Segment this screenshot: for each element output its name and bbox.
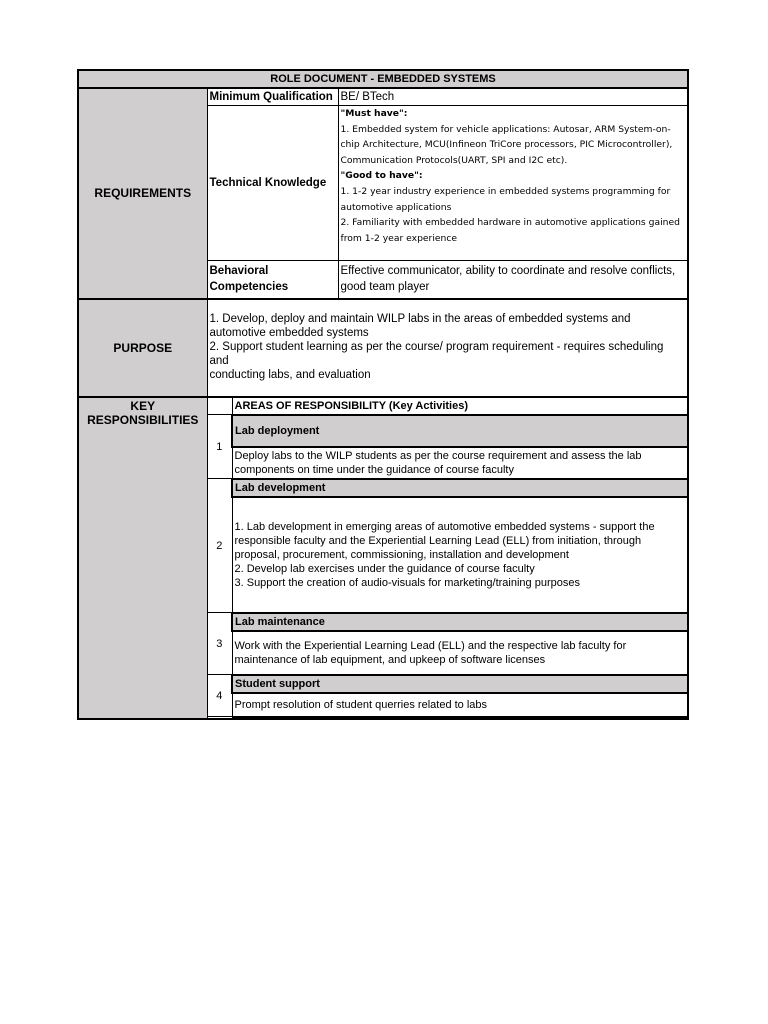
technical-knowledge-value xyxy=(338,106,688,261)
area-number: 1 xyxy=(207,415,232,479)
area-number: 4 xyxy=(207,675,232,717)
tk-line: "Good to have": xyxy=(340,170,423,182)
role-table xyxy=(77,69,689,720)
purpose-label: PURPOSE xyxy=(78,299,207,397)
area-description xyxy=(232,497,688,613)
tk-line: chip Architecture, MCU(Infineon TriCore processors, PIC Microcontroller), xyxy=(340,139,673,151)
tk-line: Communication Protocols(UART, SPI and I2C etc). xyxy=(340,154,568,166)
purpose-line: conducting labs, and evaluation xyxy=(209,368,371,381)
tk-line: 2. Familiarity with embedded hardware in automotive applications gained xyxy=(340,217,680,229)
area-title: Student support xyxy=(232,675,688,693)
purpose-line: 2. Support student learning as per the course/ program requirement - requires scheduling and xyxy=(209,340,664,367)
area-line: Work with the Experiential Learning Lead (ELL) and the respective lab faculty for xyxy=(234,639,627,652)
kr-label-line: KEY xyxy=(130,398,156,413)
header-num-cell xyxy=(207,397,232,415)
tk-line: from 1-2 year experience xyxy=(340,232,458,244)
area-line: responsible faculty and the Experiential Learning Lead (ELL) from initiation, through xyxy=(234,534,642,547)
area-title: Lab development xyxy=(232,479,688,497)
area-number: 2 xyxy=(207,479,232,613)
technical-knowledge-label: Technical Knowledge xyxy=(207,106,338,261)
area-line: 2. Develop lab exercises under the guidance of course faculty xyxy=(234,562,535,575)
area-description xyxy=(232,631,688,675)
area-title: Lab maintenance xyxy=(232,613,688,631)
requirements-label: REQUIREMENTS xyxy=(78,88,207,299)
spacer xyxy=(207,718,688,719)
role-document xyxy=(77,69,687,720)
tk-line: 1. Embedded system for vehicle applications: Autosar, ARM System-on- xyxy=(340,123,671,135)
area-line: Deploy labs to the WILP students as per the course requirement and assess the lab xyxy=(234,449,642,462)
area-line: 1. Lab development in emerging areas of automotive embedded systems - support the xyxy=(234,520,655,533)
min-qualification-value: BE/ BTech xyxy=(338,88,688,106)
tk-line: automotive applications xyxy=(340,201,452,213)
area-line: Prompt resolution of student querries related to labs xyxy=(234,698,488,711)
area-title: Lab deployment xyxy=(232,415,688,447)
min-qualification-label: Minimum Qualification xyxy=(207,88,338,106)
tk-line: 1. 1-2 year industry experience in embedded systems programming for xyxy=(340,185,671,197)
area-line: proposal, procurement, commissioning, installation and development xyxy=(234,548,569,561)
area-line: 3. Support the creation of audio-visuals for marketing/training purposes xyxy=(234,576,580,589)
purpose-text xyxy=(207,299,688,397)
tk-line: "Must have": xyxy=(340,108,408,119)
behavioral-competencies-value xyxy=(338,261,688,299)
document-title: ROLE DOCUMENT - EMBEDDED SYSTEMS xyxy=(78,70,688,88)
area-number: 3 xyxy=(207,613,232,675)
purpose-line: automotive embedded systems xyxy=(209,326,369,339)
behav-value-line: Effective communicator, ability to coordinate and resolve conflicts, xyxy=(340,265,676,277)
area-description xyxy=(232,447,688,479)
behavioral-competencies-label xyxy=(207,261,338,299)
key-responsibilities-label xyxy=(78,397,207,719)
purpose-line: 1. Develop, deploy and maintain WILP labs in the areas of embedded systems and xyxy=(209,312,631,325)
behav-value-line: good team player xyxy=(340,281,430,293)
kr-label-line: RESPONSIBILITIES xyxy=(87,412,199,427)
area-line: maintenance of lab equipment, and upkeep of software licenses xyxy=(234,653,546,666)
area-line: components on time under the guidance of course faculty xyxy=(234,463,514,476)
behav-label-line: Competencies xyxy=(209,281,289,293)
areas-header: AREAS OF RESPONSIBILITY (Key Activities) xyxy=(232,397,688,415)
area-description xyxy=(232,693,688,717)
behav-label-line: Behavioral xyxy=(209,265,269,277)
